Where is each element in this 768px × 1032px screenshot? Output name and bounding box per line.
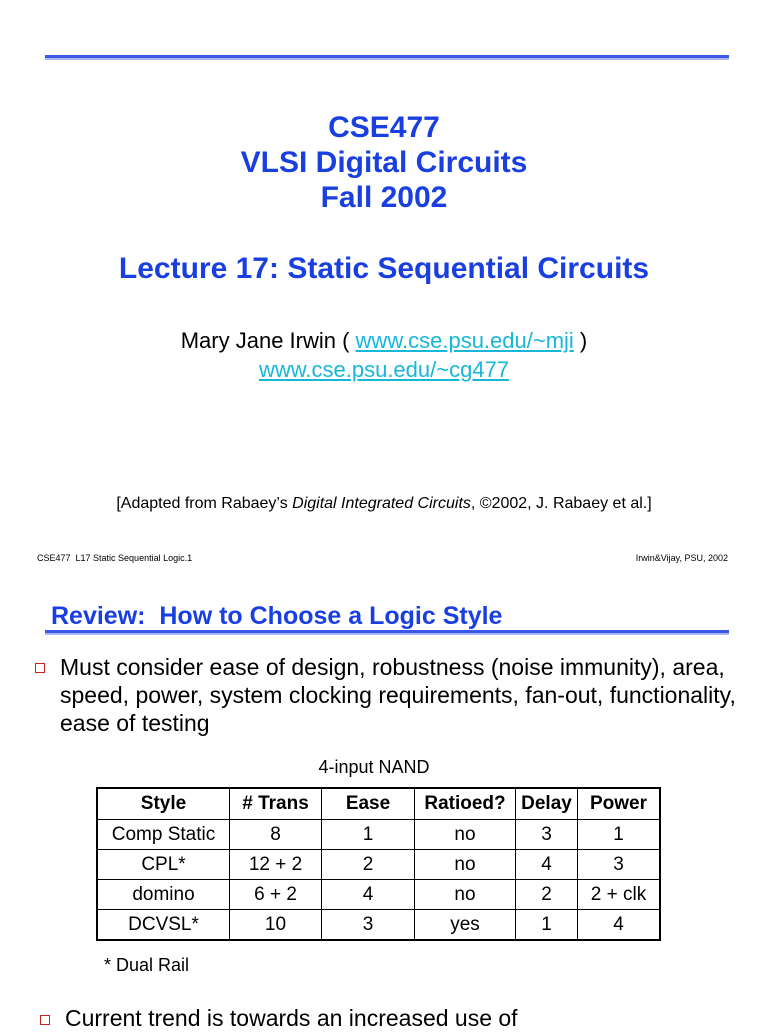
author-link[interactable]: www.cse.psu.edu/~mji (355, 328, 574, 353)
course-name: VLSI Digital Circuits (240, 146, 528, 179)
top-divider (45, 55, 729, 58)
cell-power: 3 (578, 850, 661, 880)
adapted-book: Digital Integrated Circuits (292, 495, 471, 512)
course-code: CSE477 (328, 111, 440, 144)
adapted-note (0, 494, 768, 514)
bullet-marker-1 (35, 663, 45, 673)
cell-trans: 12 + 2 (230, 850, 322, 880)
table-row (97, 820, 660, 850)
cell-trans: 6 + 2 (230, 880, 322, 910)
course-link[interactable]: www.cse.psu.edu/~cg477 (258, 357, 510, 382)
cell-style: DCVSL* (97, 910, 230, 941)
cell-ratioed: no (415, 850, 516, 880)
bullet-2: Current trend is towards an increased use of (65, 1005, 518, 1031)
col-header-ratioed: Ratioed? (415, 788, 516, 820)
adapted-prefix: [Adapted from Rabaey’s (116, 495, 293, 512)
cell-ratioed: no (415, 880, 516, 910)
cell-style: Comp Static (97, 820, 230, 850)
cell-ease: 4 (322, 880, 415, 910)
cell-ease: 2 (322, 850, 415, 880)
cell-ratioed: no (415, 820, 516, 850)
cell-power: 1 (578, 820, 661, 850)
adapted-suffix: , ©2002, J. Rabaey et al.] (470, 495, 652, 512)
footer-left: CSE477 L17 Static Sequential Logic.1 (37, 553, 193, 563)
course-term: Fall 2002 (320, 181, 448, 214)
logic-style-table (96, 787, 661, 941)
table-row (97, 880, 660, 910)
table-row (97, 910, 660, 941)
col-header-delay: Delay (516, 788, 578, 820)
bullet-1: Must consider ease of design, robustness (noise immunity), area, speed, power, system clocking requirements, fan-out, functionality, ease of testing (60, 654, 736, 736)
table-row (97, 850, 660, 880)
slide2-title: Review: How to Choose a Logic Style (51, 602, 503, 630)
lecture-title: Lecture 17: Static Sequential Circuits (118, 252, 650, 285)
col-header-ease: Ease (322, 788, 415, 820)
cell-delay: 1 (516, 910, 578, 941)
cell-delay: 4 (516, 850, 578, 880)
cell-style: CPL* (97, 850, 230, 880)
author-line (0, 327, 768, 355)
slide2-title-underline (45, 630, 729, 633)
cell-power: 2 + clk (578, 880, 661, 910)
cell-trans: 8 (230, 820, 322, 850)
table-footnote: * Dual Rail (104, 955, 190, 975)
author-name: Mary Jane Irwin ( (180, 328, 356, 353)
cell-ease: 3 (322, 910, 415, 941)
cell-trans: 10 (230, 910, 322, 941)
cell-delay: 3 (516, 820, 578, 850)
footer-right: Irwin&Vijay, PSU, 2002 (635, 553, 728, 563)
table-header-row (97, 788, 660, 820)
cell-style: domino (97, 880, 230, 910)
cell-ease: 1 (322, 820, 415, 850)
author-suffix: ) (573, 328, 588, 353)
course-link-line (0, 356, 768, 384)
cell-delay: 2 (516, 880, 578, 910)
cell-ratioed: yes (415, 910, 516, 941)
table-caption: 4-input NAND (318, 757, 430, 777)
col-header-trans: # Trans (230, 788, 322, 820)
col-header-power: Power (578, 788, 661, 820)
cell-power: 4 (578, 910, 661, 941)
col-header-style: Style (97, 788, 230, 820)
